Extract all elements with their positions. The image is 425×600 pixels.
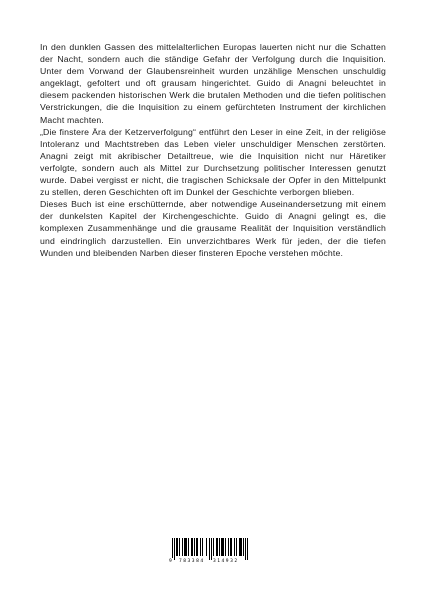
barcode-digit-lead: 9 (169, 559, 172, 564)
barcode-stripe (247, 538, 248, 560)
barcode-digits (169, 558, 248, 566)
blurb-paragraph-3: Dieses Buch ist eine erschütternde, aber notwendige Auseinandersetzung mit einem der dunkelsten Kapitel der Kirchengeschichte. Guido di Anagni gelingt es, die komplexen Zusammenhänge und die grausame Realität der Inquisition verständlich und eindringlich darzustellen. Ein unverzichtbares Werk für jeden, der die tiefen Wunden und bleibenden Narben dieser finsteren Epoche verstehen möchte. (40, 199, 386, 258)
barcode-digits-left: 783384 (179, 559, 205, 564)
barcode-bars (172, 538, 248, 560)
isbn-barcode (169, 538, 248, 566)
blurb-paragraph-2: „Die finstere Ära der Ketzerverfolgung“ entführt den Leser in eine Zeit, in der religiöse Intoleranz und Machtstreben das Leben vieler unschuldiger Menschen zerstörten. Anagni zeigt mit akribischer Detailtreue, wie die Inquisition nicht nur Häretiker verfolgte, sondern auch als Mittel zur Durchsetzung politischer Interessen genutzt wurde. Dabei vergisst er nicht, die tragischen Schicksale der Opfer in den Mittelpunkt zu stellen, deren Geschichten oft im Dunkel der Geschichte verborgen blieben. (40, 126, 386, 198)
barcode-digits-right: 314932 (213, 559, 239, 564)
blurb-paragraph-1: In den dunklen Gassen des mittelalterlichen Europas lauerten nicht nur die Schatten der Nacht, sondern auch die ständige Gefahr der Verfolgung durch die Inquisition. Unter dem Vorwand der Glaubensreinheit wurden unzählige Menschen unschuldig angeklagt, gefoltert und oft grausam hingerichtet. Guido di Anagni beleuchtet in diesem packenden historischen Werk die brutalen Methoden und die tiefen politischen Verstrickungen, die die Inquisition zu einem gefürchteten Instrument der kirchlichen Macht machten. (40, 42, 386, 125)
blurb-text-block (40, 41, 386, 259)
